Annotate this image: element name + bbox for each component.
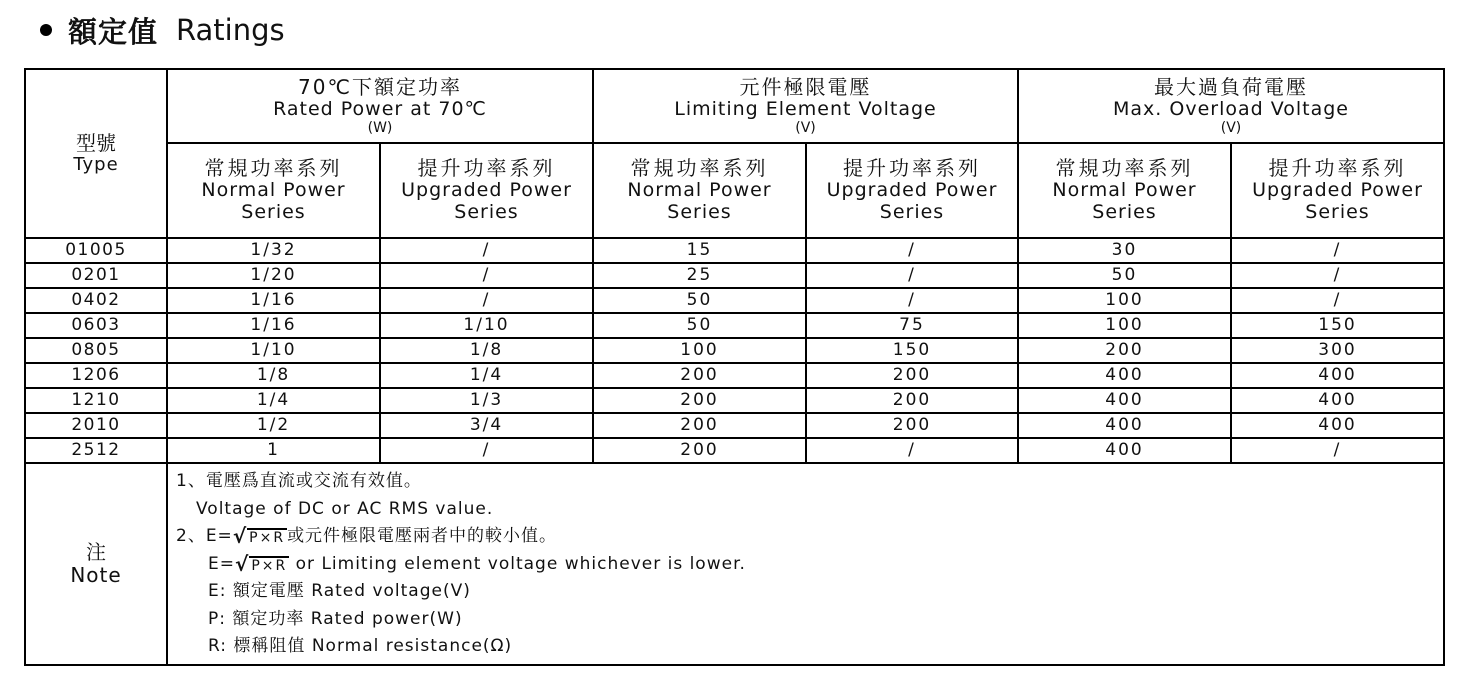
rated-power-upgraded-cell: /	[380, 238, 593, 263]
sqrt-radical-icon: √	[235, 551, 250, 576]
limiting-voltage-upgraded-cell: 150	[806, 338, 1018, 363]
sqrt-argument: P×R	[249, 530, 286, 546]
limiting-voltage-normal-cell: 50	[593, 313, 806, 338]
sub-en: Normal Power	[1052, 179, 1197, 202]
note-row	[25, 463, 1444, 665]
overload-voltage-normal-cell: 100	[1018, 313, 1231, 338]
overload-voltage-upgraded-cell: 150	[1231, 313, 1444, 338]
sub-en: Normal Power	[201, 179, 346, 202]
sub-en: Series	[1092, 201, 1157, 223]
overload-voltage-upgraded-cell: /	[1231, 238, 1444, 263]
type-cell: 0402	[25, 288, 167, 313]
limiting-voltage-upgraded-cell: 75	[806, 313, 1018, 338]
overload-voltage-normal-cell: 400	[1018, 438, 1231, 463]
note-line-6: P: 額定功率 Rated power(W)	[208, 608, 463, 629]
sub-en: Series	[1305, 201, 1370, 223]
table-row	[25, 388, 1444, 413]
sub-en: Series	[241, 201, 306, 223]
heading-en: Ratings	[176, 13, 285, 47]
note-content	[167, 463, 1444, 665]
subheader-upgraded	[380, 143, 593, 238]
note-label-en: Note	[70, 563, 122, 587]
table-row	[25, 238, 1444, 263]
rated-power-normal-cell: 1	[167, 438, 380, 463]
sqrt-radical-icon: √	[232, 524, 248, 548]
limiting-voltage-normal-cell: 200	[593, 438, 806, 463]
overload-voltage-normal-cell: 200	[1018, 338, 1231, 363]
type-cell: 0603	[25, 313, 167, 338]
group-header-limiting-voltage	[593, 69, 1018, 143]
heading-zh: 額定值	[68, 14, 159, 49]
limiting-voltage-normal-cell: 15	[593, 238, 806, 263]
rated-power-normal-cell: 1/10	[167, 338, 380, 363]
formula-prefix: E=	[208, 553, 235, 574]
subheader-upgraded	[806, 143, 1018, 238]
group-header-rated-power	[167, 69, 593, 143]
limiting-voltage-normal-cell: 50	[593, 288, 806, 313]
sub-zh: 提升功率系列	[1268, 156, 1407, 181]
formula-suffix: or Limiting element voltage whichever is lower.	[289, 553, 746, 574]
rated-power-upgraded-cell: /	[380, 438, 593, 463]
note-label	[25, 463, 167, 665]
section-heading	[40, 8, 285, 52]
overload-voltage-normal-cell: 100	[1018, 288, 1231, 313]
overload-voltage-normal-cell: 400	[1018, 388, 1231, 413]
limiting-voltage-upgraded-cell: /	[806, 288, 1018, 313]
overload-voltage-upgraded-cell: /	[1231, 263, 1444, 288]
sub-zh: 常規功率系列	[204, 156, 343, 181]
rated-power-upgraded-cell: /	[380, 263, 593, 288]
group-en: Rated Power at 70℃	[273, 97, 487, 120]
subheader-normal	[1018, 143, 1231, 238]
note-line-5: E: 額定電壓 Rated voltage(V)	[208, 581, 471, 601]
limiting-voltage-normal-cell: 200	[593, 363, 806, 388]
rated-power-upgraded-cell: 3/4	[380, 413, 593, 438]
rated-power-normal-cell: 1/4	[167, 388, 380, 413]
overload-voltage-upgraded-cell: /	[1231, 288, 1444, 313]
sub-en: Series	[879, 201, 945, 223]
limiting-voltage-upgraded-cell: 200	[806, 413, 1018, 438]
sqrt-formula	[233, 526, 287, 546]
table-row	[25, 313, 1444, 338]
header-row-groups	[25, 69, 1444, 143]
sqrt-formula	[235, 551, 289, 576]
subheader-normal	[593, 143, 806, 238]
rated-power-upgraded-cell: 1/10	[380, 313, 593, 338]
overload-voltage-upgraded-cell: 400	[1231, 388, 1444, 413]
type-cell: 1206	[25, 363, 167, 388]
table-row	[25, 438, 1444, 463]
limiting-voltage-normal-cell: 200	[593, 388, 806, 413]
sub-zh: 常規功率系列	[1055, 156, 1194, 181]
limiting-voltage-upgraded-cell: 200	[806, 363, 1018, 388]
table-row	[25, 288, 1444, 313]
sub-en: Series	[667, 201, 732, 223]
group-unit: (W)	[367, 120, 393, 137]
rated-power-normal-cell: 1/16	[167, 313, 380, 338]
group-unit: (V)	[795, 120, 816, 137]
limiting-voltage-upgraded-cell: /	[806, 238, 1018, 263]
group-zh: 最大過負荷電壓	[1154, 74, 1308, 99]
type-header-en: Type	[73, 153, 119, 175]
note-label-zh: 注	[86, 540, 106, 564]
rated-power-upgraded-cell: 1/3	[380, 388, 593, 413]
overload-voltage-upgraded-cell: 400	[1231, 363, 1444, 388]
sub-en: Upgraded Power	[826, 179, 998, 202]
rated-power-upgraded-cell: /	[380, 288, 593, 313]
group-en: Limiting Element Voltage	[674, 97, 937, 120]
table-row	[25, 263, 1444, 288]
rated-power-upgraded-cell: 1/4	[380, 363, 593, 388]
formula-suffix: 或元件極限電壓兩者中的較小值。	[287, 526, 558, 546]
group-en: Max. Overload Voltage	[1113, 97, 1349, 120]
note-line-1: 1、電壓爲直流或交流有效值。	[176, 471, 422, 491]
sub-zh: 常規功率系列	[630, 156, 769, 181]
subheader-upgraded	[1231, 143, 1444, 238]
group-zh: 元件極限電壓	[739, 74, 872, 99]
group-zh: 70℃下額定功率	[298, 74, 462, 99]
limiting-voltage-upgraded-cell: /	[806, 438, 1018, 463]
sub-en: Series	[454, 201, 519, 223]
sub-en: Normal Power	[627, 179, 772, 202]
type-cell: 2512	[25, 438, 167, 463]
type-cell: 01005	[25, 238, 167, 263]
sub-en: Upgraded Power	[401, 179, 572, 202]
overload-voltage-normal-cell: 30	[1018, 238, 1231, 263]
rated-power-normal-cell: 1/16	[167, 288, 380, 313]
note-line-2: Voltage of DC or AC RMS value.	[196, 498, 494, 519]
group-header-overload-voltage	[1018, 69, 1444, 143]
overload-voltage-upgraded-cell: 400	[1231, 413, 1444, 438]
type-cell: 0201	[25, 263, 167, 288]
note-line-3	[176, 523, 1443, 551]
type-header	[25, 69, 167, 238]
note-line-4	[176, 551, 1443, 579]
table-row	[25, 413, 1444, 438]
limiting-voltage-normal-cell: 25	[593, 263, 806, 288]
group-unit: (V)	[1220, 120, 1242, 137]
sub-zh: 提升功率系列	[417, 156, 556, 181]
overload-voltage-upgraded-cell: /	[1231, 438, 1444, 463]
note-line-7: R: 標稱阻值 Normal resistance(Ω)	[208, 636, 513, 656]
limiting-voltage-upgraded-cell: 200	[806, 388, 1018, 413]
limiting-voltage-upgraded-cell: /	[806, 263, 1018, 288]
type-cell: 1210	[25, 388, 167, 413]
sqrt-argument: P×R	[251, 557, 288, 574]
rated-power-upgraded-cell: 1/8	[380, 338, 593, 363]
sub-en: Upgraded Power	[1252, 179, 1423, 202]
rated-power-normal-cell: 1/8	[167, 363, 380, 388]
type-cell: 0805	[25, 338, 167, 363]
overload-voltage-upgraded-cell: 300	[1231, 338, 1444, 363]
sub-zh: 提升功率系列	[843, 156, 981, 181]
header-row-series	[25, 143, 1444, 238]
overload-voltage-normal-cell: 50	[1018, 263, 1231, 288]
type-header-zh: 型號	[76, 130, 116, 155]
limiting-voltage-normal-cell: 100	[593, 338, 806, 363]
formula-prefix: 2、E=	[176, 526, 233, 546]
ratings-table	[24, 68, 1445, 666]
subheader-normal	[167, 143, 380, 238]
overload-voltage-normal-cell: 400	[1018, 363, 1231, 388]
rated-power-normal-cell: 1/32	[167, 238, 380, 263]
table-row	[25, 338, 1444, 363]
rated-power-normal-cell: 1/2	[167, 413, 380, 438]
type-cell: 2010	[25, 413, 167, 438]
rated-power-normal-cell: 1/20	[167, 263, 380, 288]
table-row	[25, 363, 1444, 388]
bullet-icon	[40, 24, 52, 36]
limiting-voltage-normal-cell: 200	[593, 413, 806, 438]
overload-voltage-normal-cell: 400	[1018, 413, 1231, 438]
